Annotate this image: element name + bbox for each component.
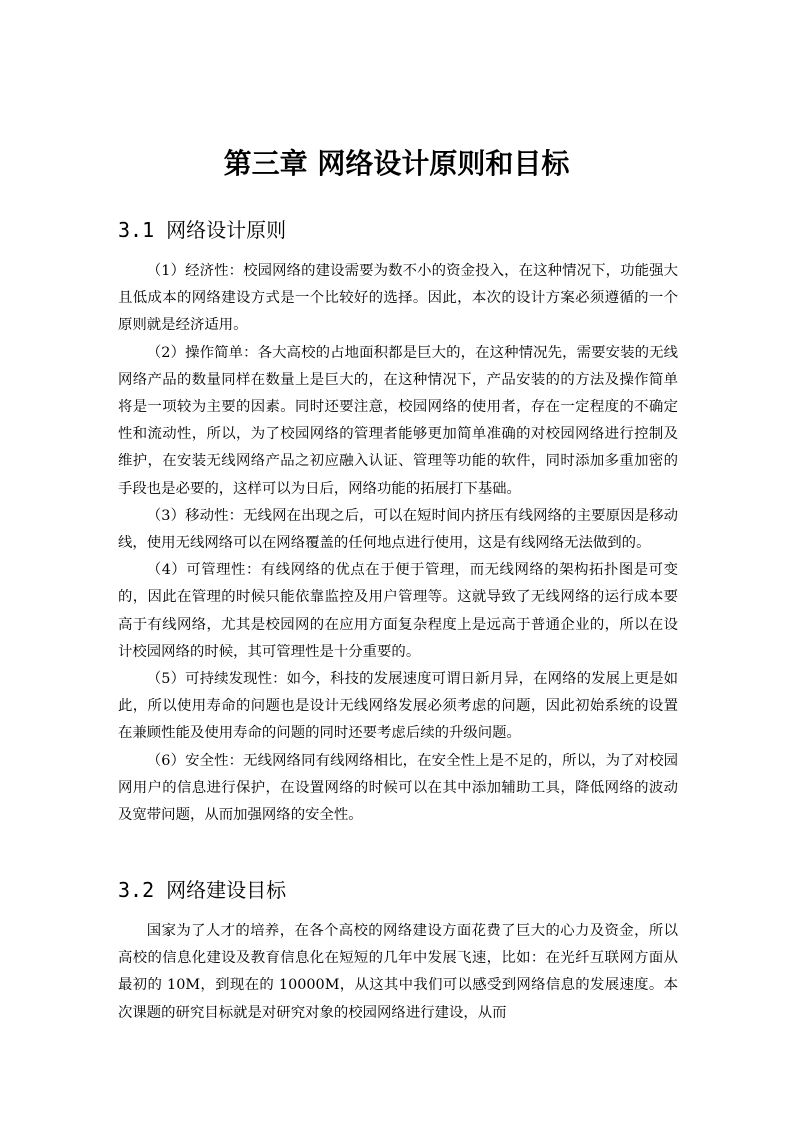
section-body-3-2 [118, 918, 678, 1027]
paragraph-security: （6）安全性：无线网络同有线网络相比，在安全性上是不足的，所以，为了对校园网用户的信息进行保护，在设置网络的时候可以在其中添加辅助工具，降低网络的波动及宽带问题，从而加强网络的安全性。 [118, 752, 678, 824]
paragraph-economy: （1）经济性：校园网络的建设需要为数不小的资金投入，在这种情况下，功能强大且低成本的网络建设方式是一个比较好的选择。因此，本次的设计方案必须遵循的一个原则就是经济适用。 [118, 263, 678, 334]
section-heading-3-1 [118, 216, 678, 244]
section-body-3-1 [118, 258, 678, 829]
chapter-title: 第三章 网络设计原则和目标 [223, 147, 570, 180]
paragraph-manageability: （4）可管理性：有线网络的优点在于便于管理，而无线网络的架构拓扑图是可变的，因此在管理的时候只能依靠监控及用户管理等。这就导致了无线网络的运行成本要高于有线网络，尤其是校园网的在应用方面复杂程度上是远高于普通企业的，所以在设计校园网络的时候，其可管理性是十分重要的。 [118, 562, 678, 660]
section-number: 3.1 [118, 218, 155, 242]
paragraph-simple-operation: （2）操作简单：各大高校的占地面积都是巨大的，在这种情况先，需要安装的无线网络产品的数量同样在数量上是巨大的，在这种情况下，产品安装的的方法及操作简单将是一项较为主要的因素。同时还要注意，校园网络的使用者，存在一定程度的不确定性和流动性，所以，为了校园网络的管理者能够更加简单准确的对校园网络进行控制及维护，在安装无线网络产品之初应融入认证、管理等功能的软件，同时添加多重加密的手段也是必要的，这样可以为日后，网络功能的拓展打下基础。 [118, 344, 678, 497]
paragraph-sustainability: （5）可持续发现性：如今，科技的发展速度可谓日新月异，在网络的发展上更是如此，所以使用寿命的问题也是设计无线网络发展必须考虑的问题，因此初始系统的设置在兼顾性能及使用寿命的问题的同时还要考虑后续的升级问题。 [118, 671, 678, 742]
paragraph-mobility: （3）移动性：无线网在出现之后，可以在短时间内挤压有线网络的主要原因是移动线，使用无线网络可以在网络覆盖的任何地点进行使用，这是有线网络无法做到的。 [118, 507, 678, 552]
section-title: 网络建设目标 [166, 878, 287, 902]
section-number: 3.2 [118, 878, 155, 902]
section-title: 网络设计原则 [166, 218, 287, 242]
section-heading-3-2 [118, 876, 678, 904]
paragraph-construction-goal: 国家为了人才的培养，在各个高校的网络建设方面花费了巨大的心力及资金，所以高校的信息化建设及教育信息化在短短的几年中发展飞速，比如：在光纤互联网方面从最初的 10M，到现在的 10000M，从这其中我们可以感受到网络信息的发展速度。本次课题的研究目标就是对研究对象的校园网络进行建设，从而 [118, 923, 678, 1021]
